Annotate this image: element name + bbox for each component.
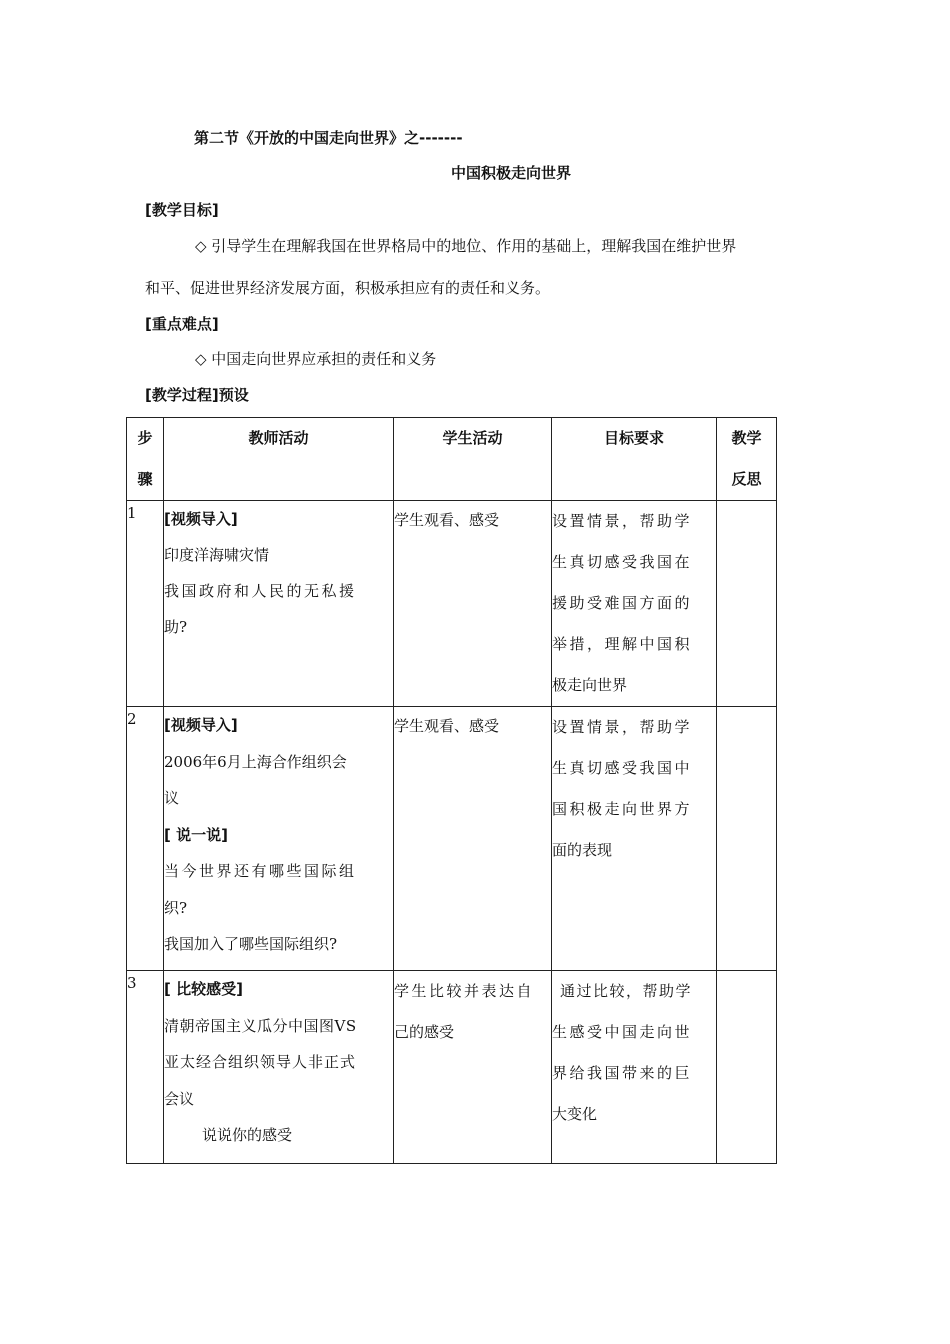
- goal-line: 界给我国带来的巨: [552, 1064, 693, 1082]
- student-activity: [394, 707, 552, 971]
- lesson-subtitle: 中国积极走向世界: [451, 164, 572, 182]
- student-activity: [394, 501, 552, 707]
- table-row: [127, 501, 777, 707]
- header-student: 学生活动: [394, 418, 552, 501]
- activity-line: 议: [164, 789, 180, 807]
- process-heading: [教学过程]预设: [145, 386, 249, 404]
- header-goal: 目标要求: [552, 418, 717, 501]
- activity-line: 2006年6月上海合作组织会: [164, 752, 347, 771]
- goal-line: 举措，理解中国积: [552, 635, 693, 653]
- goal-line: 生真切感受我国中: [552, 759, 693, 777]
- goal-line: 生感受中国走向世: [552, 1023, 693, 1041]
- activity-label: [ 说一说]: [164, 825, 228, 844]
- header-step-line1: 步: [137, 429, 153, 447]
- goal-line: 国积极走向世界方: [552, 800, 693, 818]
- goal-line: 设置情景，帮助学: [552, 718, 693, 736]
- student-line: 学生观看、感受: [394, 511, 500, 529]
- activity-line: 清朝帝国主义瓜分中国图VS: [164, 1016, 357, 1035]
- goal-line: 大变化: [552, 1105, 598, 1123]
- goal-requirement: [552, 707, 717, 971]
- reflection-cell: [717, 971, 777, 1164]
- reflection-cell: [717, 501, 777, 707]
- activity-line: 当今世界还有哪些国际组: [164, 862, 357, 880]
- goal-requirement: [552, 501, 717, 707]
- activity-label: [视频导入]: [164, 716, 238, 734]
- lesson-title: 第二节《开放的中国走向世界》之-------: [194, 129, 463, 147]
- teacher-activity: [164, 707, 394, 971]
- activity-line: 我国加入了哪些国际组织?: [164, 935, 338, 953]
- goal-line: 极走向世界: [552, 676, 628, 694]
- activity-line: 说说你的感受: [202, 1126, 293, 1144]
- lesson-plan-table: [126, 417, 777, 1164]
- goal-text-line2: 和平、促进世界经济发展方面，积极承担应有的责任和义务。: [145, 279, 551, 297]
- goal-requirement: [552, 971, 717, 1164]
- student-activity: [394, 971, 552, 1164]
- header-teacher: 教师活动: [164, 418, 394, 501]
- goal-line: 通过比较，帮助学: [560, 982, 693, 1000]
- student-line: 学生观看、感受: [394, 717, 500, 735]
- activity-line: 印度洋海啸灾情: [164, 546, 270, 564]
- goal-line: 生真切感受我国在: [552, 553, 693, 571]
- goal-line: 面的表现: [552, 841, 613, 859]
- header-reflect-line1: 教学: [731, 429, 762, 447]
- teacher-activity: [164, 971, 394, 1164]
- step-number: 2: [127, 707, 164, 971]
- student-line: 己的感受: [394, 1023, 455, 1041]
- activity-line: 亚太经合组织领导人非正式: [164, 1053, 357, 1071]
- header-step-line2: 骤: [137, 470, 153, 488]
- activity-line: 织?: [164, 898, 188, 917]
- table-header-row: [127, 418, 777, 501]
- goal-line: 设置情景，帮助学: [552, 512, 693, 530]
- step-number: 1: [127, 501, 164, 707]
- goal-heading: [教学目标]: [145, 201, 219, 219]
- activity-label: [ 比较感受]: [164, 980, 243, 998]
- teacher-activity: [164, 501, 394, 707]
- reflection-cell: [717, 707, 777, 971]
- key-text: ◇ 中国走向世界应承担的责任和义务: [195, 350, 437, 368]
- activity-line: 我国政府和人民的无私援: [164, 582, 357, 600]
- activity-line: 助?: [164, 618, 188, 636]
- activity-label: [视频导入]: [164, 510, 238, 528]
- key-heading: [重点难点]: [145, 315, 219, 333]
- header-step: [127, 418, 164, 501]
- table-row: [127, 971, 777, 1164]
- goal-text-line1: ◇ 引导学生在理解我国在世界格局中的地位、作用的基础上，理解我国在维护世界: [195, 237, 737, 255]
- student-line: 学生比较并表达自: [394, 982, 535, 1000]
- header-reflect-line2: 反思: [731, 470, 762, 488]
- goal-line: 援助受难国方面的: [552, 594, 693, 612]
- header-reflect: [717, 418, 777, 501]
- activity-line: 会议: [164, 1089, 195, 1108]
- step-number: 3: [127, 971, 164, 1164]
- table-row: [127, 707, 777, 971]
